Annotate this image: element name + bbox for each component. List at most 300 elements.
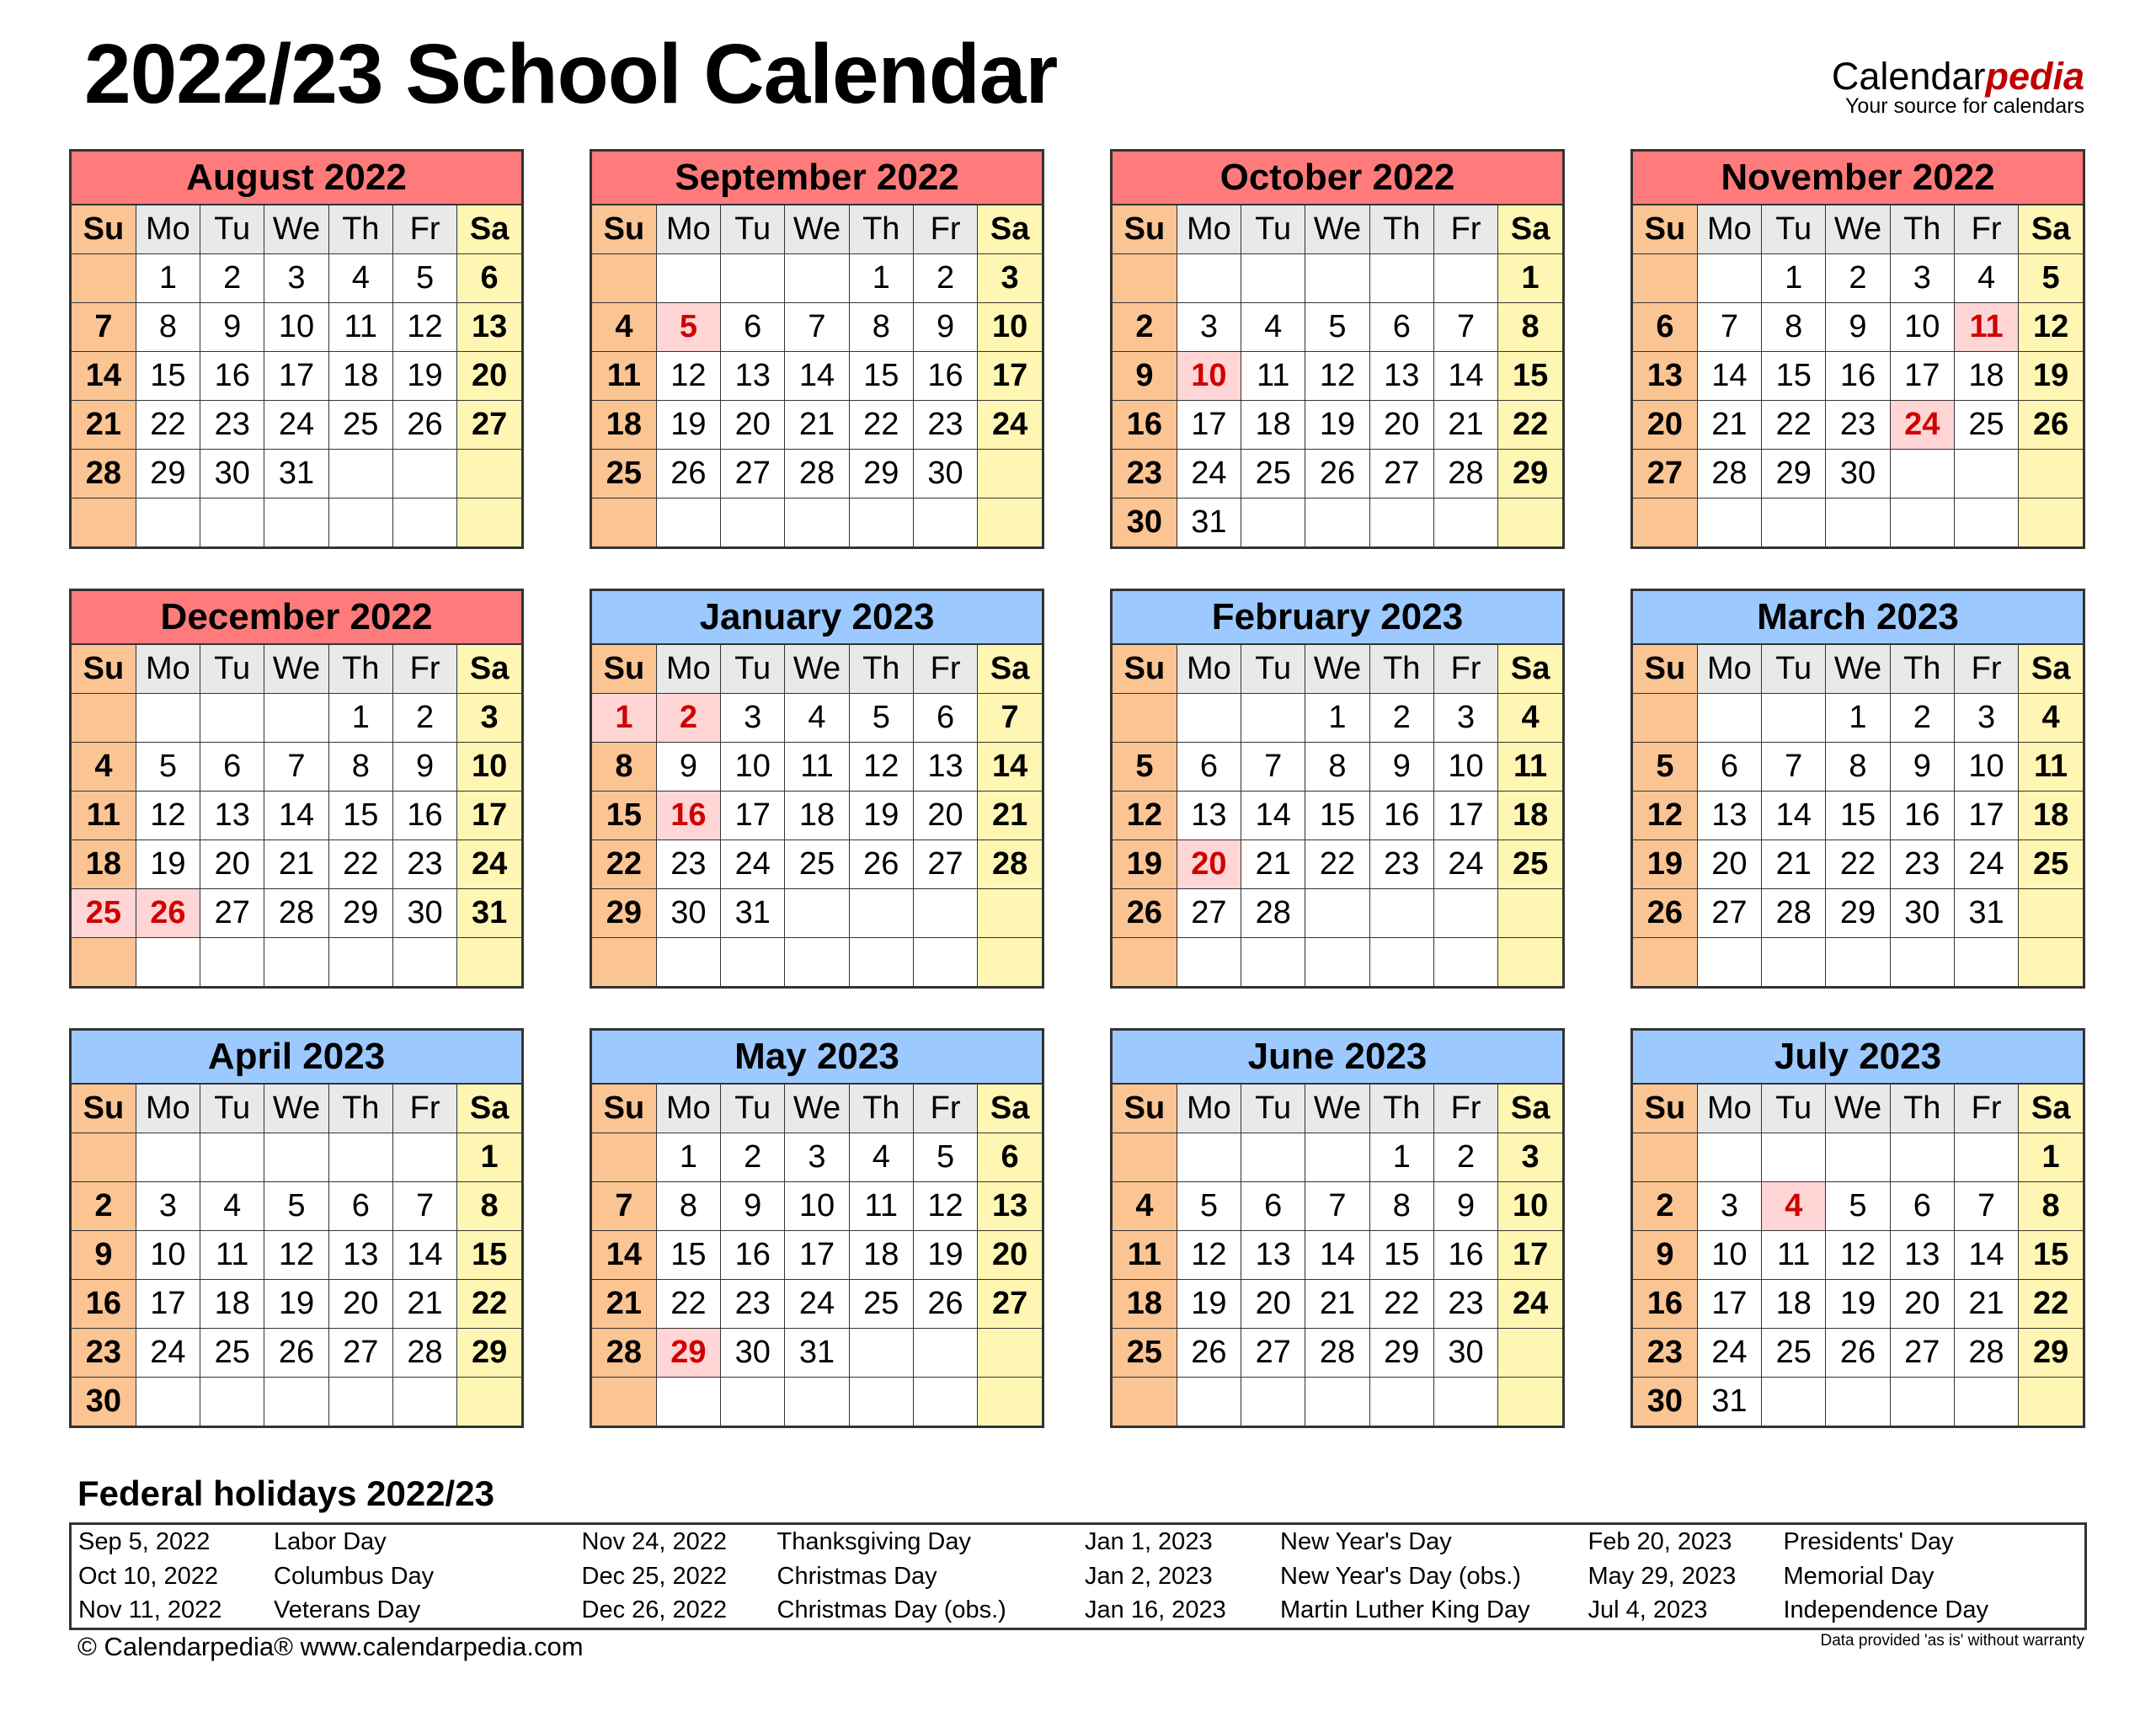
day-cell: 11 bbox=[785, 743, 849, 792]
holiday-day-cell: 11 bbox=[1954, 303, 2018, 352]
month-title: February 2023 bbox=[1113, 591, 1562, 645]
day-cell: 2 bbox=[1369, 694, 1433, 743]
day-cell: 9 bbox=[656, 743, 720, 792]
holiday-day-cell: 2 bbox=[656, 694, 720, 743]
day-cell: 4 bbox=[1498, 694, 1562, 743]
empty-day-cell bbox=[200, 694, 264, 743]
day-cell: 24 bbox=[785, 1280, 849, 1329]
day-cell: 6 bbox=[1890, 1182, 1954, 1231]
day-cell: 22 bbox=[2019, 1280, 2083, 1329]
week-row bbox=[592, 401, 1042, 450]
weekday-header: Tu bbox=[1762, 205, 1826, 254]
day-cell: 16 bbox=[1826, 352, 1890, 401]
week-row bbox=[1633, 1378, 2083, 1426]
holiday-name: Presidents' Day bbox=[1783, 1528, 1954, 1555]
week-row bbox=[1633, 1182, 2083, 1231]
day-cell: 20 bbox=[457, 352, 521, 401]
day-cell: 14 bbox=[1433, 352, 1497, 401]
day-cell: 2 bbox=[1826, 254, 1890, 303]
day-cell: 19 bbox=[656, 401, 720, 450]
day-cell: 24 bbox=[978, 401, 1042, 450]
weekday-header: We bbox=[1826, 645, 1890, 694]
weekday-header: Su bbox=[592, 645, 656, 694]
empty-day-cell bbox=[1762, 938, 1826, 987]
day-cell: 12 bbox=[1113, 792, 1177, 840]
empty-day-cell bbox=[392, 1133, 456, 1182]
day-cell: 11 bbox=[72, 792, 136, 840]
day-cell: 3 bbox=[457, 694, 521, 743]
day-cell: 31 bbox=[1697, 1378, 1761, 1426]
day-cell: 10 bbox=[1697, 1231, 1761, 1280]
day-cell: 16 bbox=[392, 792, 456, 840]
empty-day-cell bbox=[1113, 1378, 1177, 1426]
day-cell: 16 bbox=[913, 352, 977, 401]
month-title: September 2022 bbox=[592, 152, 1042, 205]
empty-day-cell bbox=[849, 1378, 913, 1426]
day-cell: 30 bbox=[200, 450, 264, 498]
month-title: August 2022 bbox=[72, 152, 521, 205]
day-cell: 13 bbox=[1177, 792, 1241, 840]
day-cell: 26 bbox=[2019, 401, 2083, 450]
month-table bbox=[72, 645, 521, 986]
empty-day-cell bbox=[328, 1133, 392, 1182]
day-cell: 20 bbox=[913, 792, 977, 840]
empty-day-cell bbox=[913, 1378, 977, 1426]
day-cell: 5 bbox=[913, 1133, 977, 1182]
day-cell: 16 bbox=[1890, 792, 1954, 840]
day-cell: 19 bbox=[1826, 1280, 1890, 1329]
day-cell: 12 bbox=[1826, 1231, 1890, 1280]
day-cell: 15 bbox=[457, 1231, 521, 1280]
empty-day-cell bbox=[1826, 1378, 1890, 1426]
empty-day-cell bbox=[2019, 1378, 2083, 1426]
weekday-header: Mo bbox=[1177, 1085, 1241, 1133]
day-cell: 30 bbox=[1633, 1378, 1697, 1426]
empty-day-cell bbox=[200, 938, 264, 987]
empty-day-cell bbox=[1177, 938, 1241, 987]
day-cell: 10 bbox=[136, 1231, 200, 1280]
empty-day-cell bbox=[457, 498, 521, 547]
day-cell: 11 bbox=[592, 352, 656, 401]
empty-day-cell bbox=[1433, 889, 1497, 938]
day-cell: 17 bbox=[721, 792, 785, 840]
empty-day-cell bbox=[1369, 498, 1433, 547]
day-cell: 3 bbox=[721, 694, 785, 743]
day-cell: 28 bbox=[1241, 889, 1305, 938]
week-row bbox=[1633, 840, 2083, 889]
empty-day-cell bbox=[849, 498, 913, 547]
week-row bbox=[1633, 792, 2083, 840]
holiday-name: Christmas Day bbox=[776, 1562, 937, 1590]
week-row bbox=[1113, 254, 1562, 303]
holiday-date: Jan 1, 2023 bbox=[1085, 1528, 1213, 1555]
day-cell: 8 bbox=[1498, 303, 1562, 352]
day-cell: 21 bbox=[1433, 401, 1497, 450]
holidays-table bbox=[69, 1522, 2087, 1630]
day-cell: 27 bbox=[1697, 889, 1761, 938]
day-cell: 20 bbox=[1369, 401, 1433, 450]
day-cell: 14 bbox=[1954, 1231, 2018, 1280]
day-cell: 5 bbox=[1305, 303, 1369, 352]
day-cell: 7 bbox=[592, 1182, 656, 1231]
holiday-date: Jan 2, 2023 bbox=[1085, 1562, 1213, 1590]
day-cell: 22 bbox=[1826, 840, 1890, 889]
day-cell: 27 bbox=[200, 889, 264, 938]
day-cell: 30 bbox=[392, 889, 456, 938]
day-cell: 17 bbox=[1697, 1280, 1761, 1329]
day-cell: 25 bbox=[200, 1329, 264, 1378]
empty-day-cell bbox=[978, 498, 1042, 547]
day-cell: 28 bbox=[72, 450, 136, 498]
empty-day-cell bbox=[656, 938, 720, 987]
empty-day-cell bbox=[592, 498, 656, 547]
day-cell: 23 bbox=[200, 401, 264, 450]
day-cell: 11 bbox=[200, 1231, 264, 1280]
day-cell: 16 bbox=[72, 1280, 136, 1329]
empty-day-cell bbox=[136, 498, 200, 547]
weekday-header: Sa bbox=[2019, 1085, 2083, 1133]
day-cell: 16 bbox=[1369, 792, 1433, 840]
empty-day-cell bbox=[1762, 694, 1826, 743]
empty-day-cell bbox=[1433, 938, 1497, 987]
empty-day-cell bbox=[328, 450, 392, 498]
month-title: April 2023 bbox=[72, 1031, 521, 1085]
month-title: May 2023 bbox=[592, 1031, 1042, 1085]
empty-day-cell bbox=[1305, 889, 1369, 938]
holiday-day-cell: 29 bbox=[656, 1329, 720, 1378]
empty-day-cell bbox=[1762, 1378, 1826, 1426]
brand-logo[interactable] bbox=[1832, 57, 2084, 119]
day-cell: 9 bbox=[913, 303, 977, 352]
week-row bbox=[72, 1329, 521, 1378]
day-cell: 14 bbox=[1697, 352, 1761, 401]
week-row bbox=[592, 840, 1042, 889]
holiday-name: Memorial Day bbox=[1783, 1562, 1935, 1590]
day-cell: 12 bbox=[392, 303, 456, 352]
day-cell: 1 bbox=[1762, 254, 1826, 303]
day-cell: 23 bbox=[1633, 1329, 1697, 1378]
empty-day-cell bbox=[721, 1378, 785, 1426]
empty-day-cell bbox=[264, 938, 328, 987]
day-cell: 4 bbox=[785, 694, 849, 743]
holiday-day-cell: 16 bbox=[656, 792, 720, 840]
day-cell: 20 bbox=[200, 840, 264, 889]
month-calendar bbox=[590, 149, 1044, 549]
empty-day-cell bbox=[1177, 694, 1241, 743]
empty-day-cell bbox=[1369, 1378, 1433, 1426]
day-cell: 28 bbox=[392, 1329, 456, 1378]
day-cell: 11 bbox=[1762, 1231, 1826, 1280]
empty-day-cell bbox=[328, 938, 392, 987]
empty-day-cell bbox=[1433, 254, 1497, 303]
day-cell: 2 bbox=[1113, 303, 1177, 352]
day-cell: 17 bbox=[1498, 1231, 1562, 1280]
day-cell: 29 bbox=[1369, 1329, 1433, 1378]
week-row bbox=[592, 792, 1042, 840]
weekday-header: Fr bbox=[1433, 645, 1497, 694]
day-cell: 18 bbox=[200, 1280, 264, 1329]
holiday-day-cell: 5 bbox=[656, 303, 720, 352]
holiday-date: Jan 16, 2023 bbox=[1085, 1596, 1226, 1624]
day-cell: 9 bbox=[1826, 303, 1890, 352]
day-cell: 4 bbox=[1241, 303, 1305, 352]
empty-day-cell bbox=[1633, 694, 1697, 743]
day-cell: 13 bbox=[913, 743, 977, 792]
empty-day-cell bbox=[978, 938, 1042, 987]
week-row bbox=[592, 1133, 1042, 1182]
day-cell: 29 bbox=[2019, 1329, 2083, 1378]
day-cell: 9 bbox=[1433, 1182, 1497, 1231]
month-title: December 2022 bbox=[72, 591, 521, 645]
day-cell: 22 bbox=[1305, 840, 1369, 889]
day-cell: 3 bbox=[1890, 254, 1954, 303]
empty-day-cell bbox=[1305, 1378, 1369, 1426]
empty-day-cell bbox=[1241, 498, 1305, 547]
holiday-name: New Year's Day bbox=[1280, 1528, 1452, 1555]
empty-day-cell bbox=[721, 254, 785, 303]
day-cell: 23 bbox=[721, 1280, 785, 1329]
empty-day-cell bbox=[72, 498, 136, 547]
day-cell: 18 bbox=[72, 840, 136, 889]
day-cell: 13 bbox=[978, 1182, 1042, 1231]
day-cell: 7 bbox=[1762, 743, 1826, 792]
day-cell: 1 bbox=[136, 254, 200, 303]
weekday-header: Tu bbox=[200, 205, 264, 254]
day-cell: 18 bbox=[1762, 1280, 1826, 1329]
weekday-header: Mo bbox=[1697, 205, 1761, 254]
day-cell: 2 bbox=[1890, 694, 1954, 743]
day-cell: 3 bbox=[1954, 694, 2018, 743]
day-cell: 1 bbox=[1826, 694, 1890, 743]
week-row bbox=[1633, 352, 2083, 401]
week-row bbox=[72, 1133, 521, 1182]
month-table bbox=[592, 1085, 1042, 1426]
day-cell: 30 bbox=[913, 450, 977, 498]
week-row bbox=[72, 254, 521, 303]
day-cell: 6 bbox=[200, 743, 264, 792]
day-cell: 9 bbox=[1633, 1231, 1697, 1280]
weekday-header: Mo bbox=[656, 205, 720, 254]
day-cell: 28 bbox=[1762, 889, 1826, 938]
weekday-header: Fr bbox=[392, 645, 456, 694]
holiday-name: Veterans Day bbox=[274, 1596, 421, 1624]
empty-day-cell bbox=[1498, 498, 1562, 547]
holidays-column bbox=[1582, 1525, 2085, 1628]
weekday-header: Th bbox=[849, 205, 913, 254]
day-cell: 9 bbox=[1369, 743, 1433, 792]
day-cell: 25 bbox=[1762, 1329, 1826, 1378]
empty-day-cell bbox=[457, 1378, 521, 1426]
day-cell: 22 bbox=[1498, 401, 1562, 450]
day-cell: 28 bbox=[1305, 1329, 1369, 1378]
day-cell: 5 bbox=[1113, 743, 1177, 792]
weekday-header: Mo bbox=[136, 205, 200, 254]
day-cell: 6 bbox=[978, 1133, 1042, 1182]
day-cell: 12 bbox=[136, 792, 200, 840]
weekday-header: Fr bbox=[1433, 205, 1497, 254]
weekday-header: Tu bbox=[1241, 205, 1305, 254]
day-cell: 13 bbox=[1241, 1231, 1305, 1280]
empty-day-cell bbox=[200, 1378, 264, 1426]
weekday-header: Su bbox=[592, 1085, 656, 1133]
week-row bbox=[592, 498, 1042, 547]
weekday-header: Su bbox=[1113, 205, 1177, 254]
week-row bbox=[72, 840, 521, 889]
day-cell: 28 bbox=[1433, 450, 1497, 498]
holiday-date: Jul 4, 2023 bbox=[1588, 1596, 1708, 1624]
day-cell: 7 bbox=[1954, 1182, 2018, 1231]
week-row bbox=[1633, 303, 2083, 352]
empty-day-cell bbox=[1954, 498, 2018, 547]
day-cell: 10 bbox=[1498, 1182, 1562, 1231]
weekday-header: Mo bbox=[1177, 205, 1241, 254]
day-cell: 22 bbox=[328, 840, 392, 889]
day-cell: 21 bbox=[72, 401, 136, 450]
weekday-header: Su bbox=[72, 1085, 136, 1133]
day-cell: 8 bbox=[1826, 743, 1890, 792]
day-cell: 19 bbox=[1305, 401, 1369, 450]
logo-tagline: Your source for calendars bbox=[1845, 94, 2084, 118]
day-cell: 28 bbox=[592, 1329, 656, 1378]
day-cell: 14 bbox=[1305, 1231, 1369, 1280]
day-cell: 5 bbox=[264, 1182, 328, 1231]
empty-day-cell bbox=[1498, 938, 1562, 987]
holiday-day-cell: 26 bbox=[136, 889, 200, 938]
day-cell: 15 bbox=[136, 352, 200, 401]
empty-day-cell bbox=[72, 254, 136, 303]
holidays-column bbox=[72, 1525, 575, 1628]
empty-day-cell bbox=[1305, 938, 1369, 987]
holiday-name: Thanksgiving Day bbox=[776, 1528, 971, 1555]
day-cell: 12 bbox=[1305, 352, 1369, 401]
week-row bbox=[1633, 1280, 2083, 1329]
day-cell: 16 bbox=[1633, 1280, 1697, 1329]
month-calendar bbox=[590, 1028, 1044, 1428]
week-row bbox=[592, 450, 1042, 498]
month-title: November 2022 bbox=[1633, 152, 2083, 205]
day-cell: 18 bbox=[1498, 792, 1562, 840]
empty-day-cell bbox=[1633, 938, 1697, 987]
day-cell: 27 bbox=[978, 1280, 1042, 1329]
day-cell: 24 bbox=[1433, 840, 1497, 889]
day-cell: 19 bbox=[2019, 352, 2083, 401]
weekday-header: Th bbox=[1890, 205, 1954, 254]
day-cell: 31 bbox=[457, 889, 521, 938]
empty-day-cell bbox=[264, 694, 328, 743]
week-row bbox=[1113, 1378, 1562, 1426]
week-row bbox=[1113, 1329, 1562, 1378]
holiday-name: Martin Luther King Day bbox=[1280, 1596, 1530, 1624]
empty-day-cell bbox=[200, 1133, 264, 1182]
month-table bbox=[1633, 205, 2083, 546]
day-cell: 23 bbox=[1890, 840, 1954, 889]
holiday-date: Feb 20, 2023 bbox=[1588, 1528, 1732, 1555]
weekday-header: Su bbox=[592, 205, 656, 254]
day-cell: 24 bbox=[264, 401, 328, 450]
day-cell: 19 bbox=[849, 792, 913, 840]
weekday-header: Tu bbox=[1241, 645, 1305, 694]
day-cell: 4 bbox=[1954, 254, 2018, 303]
empty-day-cell bbox=[264, 1133, 328, 1182]
day-cell: 1 bbox=[656, 1133, 720, 1182]
day-cell: 6 bbox=[1177, 743, 1241, 792]
empty-day-cell bbox=[849, 938, 913, 987]
day-cell: 19 bbox=[913, 1231, 977, 1280]
day-cell: 18 bbox=[592, 401, 656, 450]
month-calendar bbox=[69, 149, 524, 549]
empty-day-cell bbox=[592, 1133, 656, 1182]
empty-day-cell bbox=[1826, 1133, 1890, 1182]
day-cell: 3 bbox=[264, 254, 328, 303]
day-cell: 18 bbox=[1241, 401, 1305, 450]
day-cell: 15 bbox=[656, 1231, 720, 1280]
day-cell: 7 bbox=[978, 694, 1042, 743]
weekday-header: Sa bbox=[457, 645, 521, 694]
holiday-day-cell: 1 bbox=[592, 694, 656, 743]
day-cell: 12 bbox=[2019, 303, 2083, 352]
holiday-date: Dec 26, 2022 bbox=[581, 1596, 728, 1624]
day-cell: 25 bbox=[1498, 840, 1562, 889]
day-cell: 22 bbox=[1369, 1280, 1433, 1329]
empty-day-cell bbox=[1241, 1378, 1305, 1426]
month-title: January 2023 bbox=[592, 591, 1042, 645]
week-row bbox=[72, 1182, 521, 1231]
weekday-header: Su bbox=[1633, 205, 1697, 254]
month-table bbox=[72, 1085, 521, 1426]
week-row bbox=[592, 1329, 1042, 1378]
day-cell: 21 bbox=[592, 1280, 656, 1329]
empty-day-cell bbox=[1369, 938, 1433, 987]
week-row bbox=[72, 303, 521, 352]
day-cell: 20 bbox=[1890, 1280, 1954, 1329]
day-cell: 16 bbox=[1433, 1231, 1497, 1280]
day-cell: 1 bbox=[457, 1133, 521, 1182]
day-cell: 17 bbox=[1890, 352, 1954, 401]
day-cell: 13 bbox=[457, 303, 521, 352]
day-cell: 19 bbox=[264, 1280, 328, 1329]
month-table bbox=[72, 205, 521, 546]
month-title: March 2023 bbox=[1633, 591, 2083, 645]
empty-day-cell bbox=[1498, 1378, 1562, 1426]
weekday-header: We bbox=[264, 1085, 328, 1133]
week-row bbox=[1633, 498, 2083, 547]
holidays-column bbox=[575, 1525, 1079, 1628]
weekday-header: Sa bbox=[1498, 1085, 1562, 1133]
day-cell: 26 bbox=[1113, 889, 1177, 938]
day-cell: 28 bbox=[264, 889, 328, 938]
empty-day-cell bbox=[978, 450, 1042, 498]
day-cell: 1 bbox=[2019, 1133, 2083, 1182]
day-cell: 1 bbox=[1305, 694, 1369, 743]
day-cell: 9 bbox=[392, 743, 456, 792]
day-cell: 8 bbox=[849, 303, 913, 352]
day-cell: 23 bbox=[1113, 450, 1177, 498]
holiday-day-cell: 4 bbox=[1762, 1182, 1826, 1231]
day-cell: 24 bbox=[136, 1329, 200, 1378]
day-cell: 13 bbox=[721, 352, 785, 401]
day-cell: 25 bbox=[592, 450, 656, 498]
weekday-header: Tu bbox=[200, 645, 264, 694]
day-cell: 10 bbox=[721, 743, 785, 792]
weekday-header: Th bbox=[1369, 1085, 1433, 1133]
weekday-header: We bbox=[264, 645, 328, 694]
day-cell: 14 bbox=[592, 1231, 656, 1280]
weekday-header: Sa bbox=[457, 1085, 521, 1133]
empty-day-cell bbox=[1369, 889, 1433, 938]
empty-day-cell bbox=[2019, 938, 2083, 987]
day-cell: 14 bbox=[1762, 792, 1826, 840]
day-cell: 18 bbox=[1954, 352, 2018, 401]
